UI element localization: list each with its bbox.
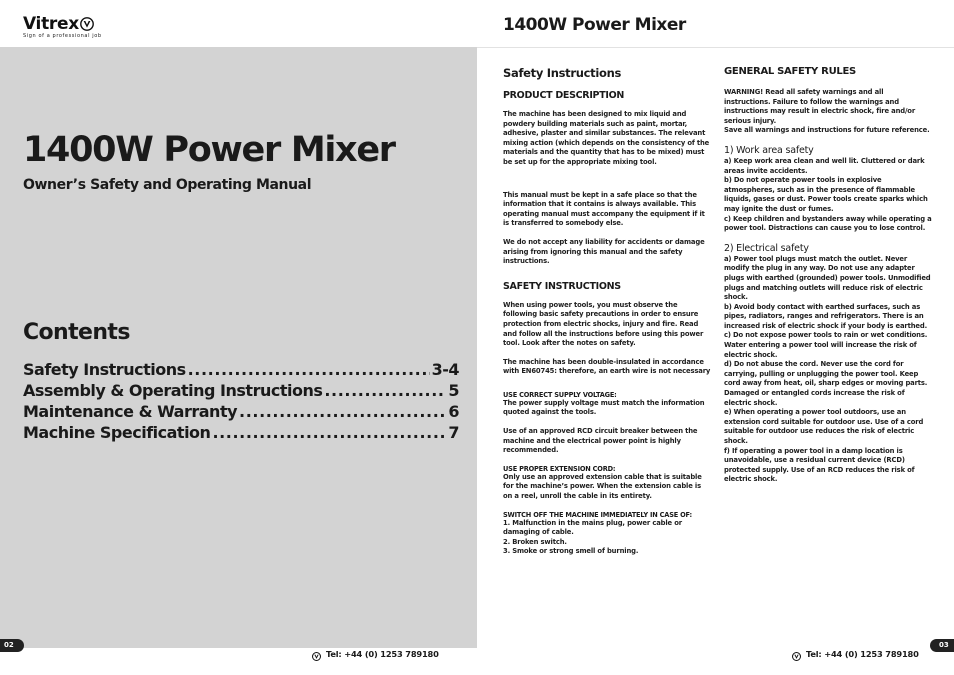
cover-title: 1400W Power Mixer xyxy=(23,130,395,170)
toc-page: 7 xyxy=(448,423,459,442)
safety-instructions-title: SAFETY INSTRUCTIONS xyxy=(503,280,621,292)
toc-leader xyxy=(188,360,430,379)
toc-leader xyxy=(324,381,446,400)
work-area-item: c) Keep children and bystanders away while operating a power tool. Distractions can cause you to lose control. xyxy=(724,214,932,233)
electrical-item: a) Power tool plugs must match the outlet. Never modify the plug in any way. Do not use any adapter plugs with earthed (grounded) power tools. Unmodified plugs and matching outlets will reduce risk of electric shock. xyxy=(724,254,931,302)
work-area-item: b) Do not operate power tools in explosive atmospheres, such as in the presence of flammable liquids, gases or dust. Power tools create sparks which may ignite the dust or fumes. xyxy=(724,176,928,213)
toc-label: Assembly & Operating Instructions xyxy=(23,381,323,400)
supply-voltage-text: The power supply voltage must match the information quoted against the tools. xyxy=(503,398,705,417)
product-description-text: The machine has been designed to mix liquid and powdery building materials such as paint, mortar, adhesive, plaster and similar substances. The relevant mixing action (which depends on the consistency of the materials and the quantity that has to be mixed) must be set up for the appropriate mixing tool. xyxy=(503,110,710,166)
toc-item-maintenance[interactable] xyxy=(23,402,459,423)
footer-telephone-right: Tel: +44 (0) 1253 789180 xyxy=(806,649,919,659)
general-warning-text: WARNING! Read all safety warnings and all instructions. Failure to follow the warnings and instructions may result in electric shock, fire and/or serious injury. xyxy=(724,88,916,125)
table-of-contents xyxy=(23,360,459,444)
liability-text: We do not accept any liability for accidents or damage arising from ignoring this manual and the safety instructions. xyxy=(503,237,705,266)
left-header xyxy=(0,0,477,47)
switch-off-title: SWITCH OFF THE MACHINE IMMEDIATELY IN CASE OF: xyxy=(503,510,692,519)
page-number-right: 03 xyxy=(930,639,954,652)
switch-off-item: 3. Smoke or strong smell of burning. xyxy=(503,547,639,556)
manual-keep-text: This manual must be kept in a safe place so that the information that it contains is always available. This operating manual must accompany the equipment if it is transferred to somebody else. xyxy=(503,190,705,228)
double-insulated-text: The machine has been double-insulated in accordance with EN60745: therefore, an earth wire is not necessary xyxy=(503,357,711,376)
brand-name: Vitrex xyxy=(23,13,79,34)
rcd-text: Use of an approved RCD circuit breaker between the machine and the electrical power point is highly recommended. xyxy=(503,427,698,455)
right-page xyxy=(477,0,954,675)
vitrex-v-shield-icon xyxy=(792,652,801,661)
page-heading: 1400W Power Mixer xyxy=(503,15,686,35)
safety-precautions-text: When using power tools, you must observe the following basic safety precautions in order to ensure protection from electric shocks, injury and fire. Read and follow all the instructions before using this power tool. Look after the notes on safety. xyxy=(503,300,704,348)
work-area-title: 1) Work area safety xyxy=(724,144,814,156)
column-right xyxy=(724,66,932,485)
brand-tagline: Sign of a professional job xyxy=(23,33,102,39)
column-left xyxy=(503,66,711,557)
electrical-item: e) When operating a power tool outdoors, use an extension cord suitable for outdoor use. Use of a cord suitable for outdoor use reduces the risk of electric shock. xyxy=(724,408,924,445)
electrical-item: d) Do not abuse the cord. Never use the cord for carrying, pulling or unplugging the power tool. Keep cord away from heat, oil, sharp edges or moving parts. Damaged or entangled cords increase the risk of electric shock. xyxy=(724,360,928,407)
contents-title: Contents xyxy=(23,320,130,345)
toc-leader xyxy=(212,423,446,442)
general-safety-title: GENERAL SAFETY RULES xyxy=(724,66,856,77)
electrical-item: f) If operating a power tool in a damp location is unavoidable, use a residual current device (RCD) protected supply. Use of an RCD reduces the risk of electric shock. xyxy=(724,446,915,484)
footer-telephone-left: Tel: +44 (0) 1253 789180 xyxy=(326,649,439,659)
switch-off-item: 2. Broken switch. xyxy=(503,537,567,546)
electrical-item: c) Do not expose power tools to rain or wet conditions. Water entering a power tool will increase the risk of electric shock. xyxy=(724,331,928,359)
supply-voltage-title: USE CORRECT SUPPLY VOLTAGE: xyxy=(503,390,617,399)
toc-item-specification[interactable] xyxy=(23,423,459,444)
toc-label: Machine Specification xyxy=(23,423,211,442)
vitrex-v-shield-icon xyxy=(80,17,94,31)
work-area-item: a) Keep work area clean and well lit. Cluttered or dark areas invite accidents. xyxy=(724,156,925,175)
toc-leader xyxy=(239,402,446,421)
section-title: Safety Instructions xyxy=(503,66,621,80)
header-divider xyxy=(477,47,954,48)
vitrex-v-shield-icon xyxy=(312,652,321,661)
extension-cord-text: Only use an approved extension cable that is suitable for the machine’s power. When the extension cable is on a reel, unroll the cable in its entirety. xyxy=(503,472,702,501)
toc-page: 3-4 xyxy=(431,360,459,379)
page-number-left: 02 xyxy=(0,639,24,652)
toc-label: Safety Instructions xyxy=(23,360,186,379)
general-save-text: Save all warnings and instructions for future reference. xyxy=(724,126,930,135)
toc-page: 6 xyxy=(448,402,459,421)
extension-cord-title: USE PROPER EXTENSION CORD: xyxy=(503,464,616,473)
cover-subtitle: Owner’s Safety and Operating Manual xyxy=(23,177,312,193)
product-description-title: PRODUCT DESCRIPTION xyxy=(503,90,625,101)
toc-label: Maintenance & Warranty xyxy=(23,402,238,421)
toc-page: 5 xyxy=(448,381,459,400)
electrical-safety-title: 2) Electrical safety xyxy=(724,242,809,254)
brand-logo xyxy=(23,13,94,34)
toc-item-assembly[interactable] xyxy=(23,381,459,402)
toc-item-safety[interactable] xyxy=(23,360,459,381)
switch-off-item: 1. Malfunction in the mains plug, power cable or damaging of cable. xyxy=(503,518,682,537)
electrical-item: b) Avoid body contact with earthed surfaces, such as pipes, radiators, ranges and refrigerators. There is an increased risk of electric shock if your body is earthed. xyxy=(724,302,928,330)
